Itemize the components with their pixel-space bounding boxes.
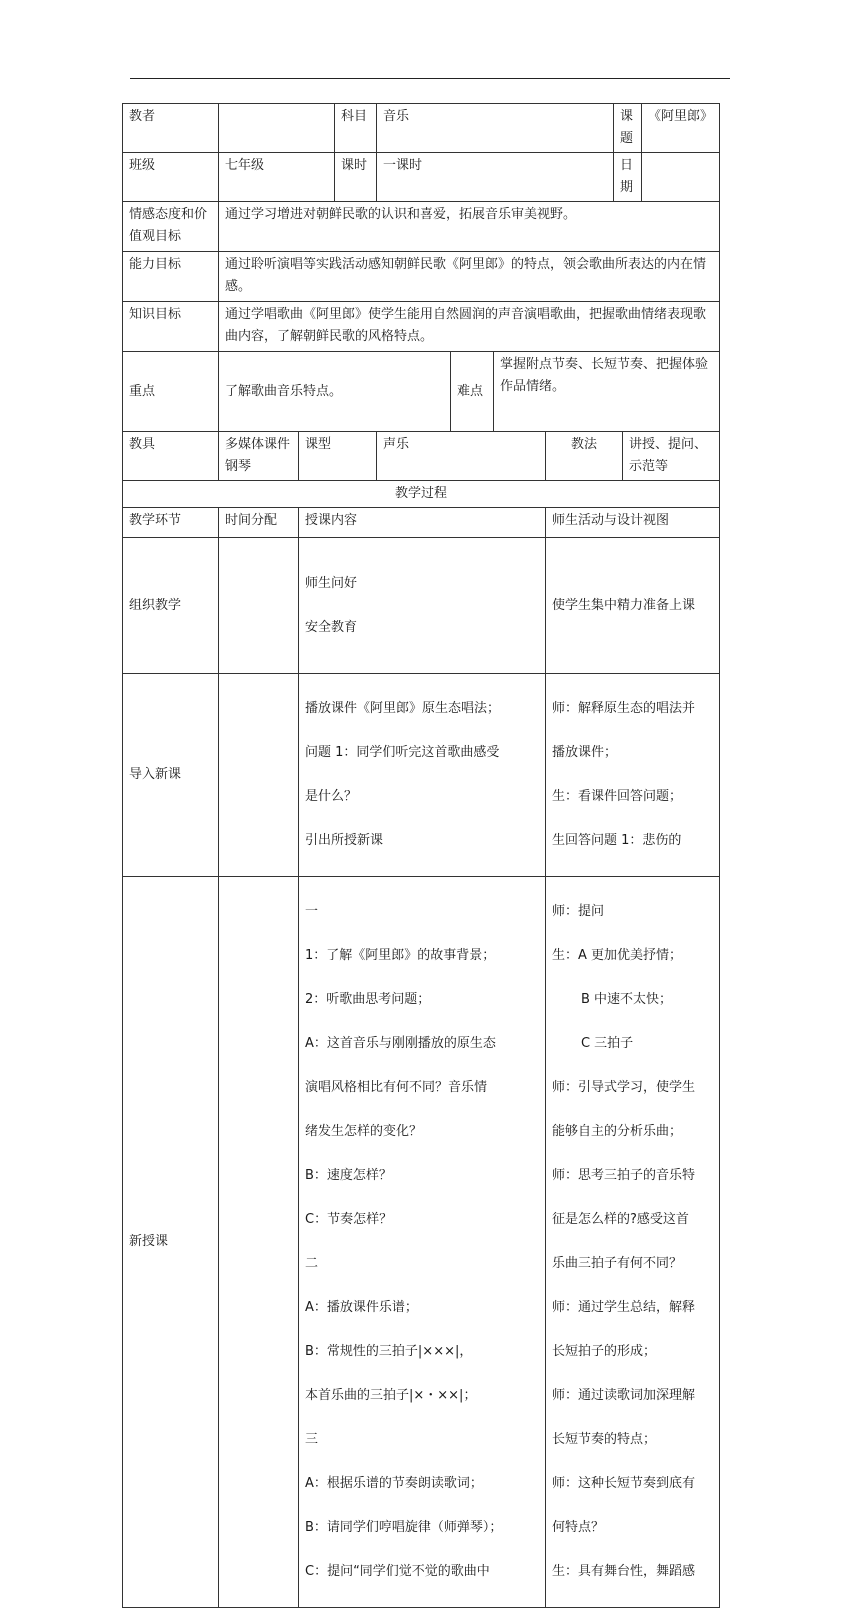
newlesson-activity-line: 生：具有舞台性，舞蹈感 xyxy=(552,1564,696,1579)
difficulty-label: 难点 xyxy=(451,352,494,432)
organize-content xyxy=(299,538,546,674)
newlesson-activity-line: 师：通过读歌词加深理解 xyxy=(552,1388,696,1403)
newlesson-content-line: A：根据乐谱的节奏朗读歌词； xyxy=(305,1476,483,1491)
intro-activity-line: 师：解释原生态的唱法并 xyxy=(552,701,696,716)
class-value: 七年级 xyxy=(219,153,335,202)
newlesson-activity-line: 师：提问 xyxy=(552,904,605,919)
row-teacher xyxy=(123,104,720,153)
period-value: 一课时 xyxy=(377,153,614,202)
column-header-content: 授课内容 xyxy=(299,508,546,538)
organize-time xyxy=(219,538,299,674)
newlesson-content-line: A：播放课件乐谱； xyxy=(305,1300,418,1315)
organize-stage: 组织教学 xyxy=(123,538,219,674)
ability-value: 通过聆听演唱等实践活动感知朝鲜民歌《阿里郎》的特点，领会歌曲所表达的内在情感。 xyxy=(219,252,720,302)
difficulty-value: 掌握附点节奏、长短节奏、把握体验作品情绪。 xyxy=(494,352,720,432)
class-label: 班级 xyxy=(123,153,219,202)
attitude-value: 通过学习增进对朝鲜民歌的认识和喜爱，拓展音乐审美视野。 xyxy=(219,202,720,252)
newlesson-content xyxy=(299,877,546,1608)
intro-content-line: 是什么？ xyxy=(305,789,358,804)
tools-value: 多媒体课件钢琴 xyxy=(219,432,299,481)
newlesson-activity-line: B 中速不太快； xyxy=(552,992,672,1007)
period-label: 课时 xyxy=(335,153,377,202)
intro-activity xyxy=(546,674,720,877)
method-value: 讲授、提问、示范等 xyxy=(623,432,720,481)
subject-value: 音乐 xyxy=(377,104,614,153)
date-value xyxy=(642,153,720,202)
row-process-header xyxy=(123,508,720,538)
header-rule xyxy=(130,78,730,79)
row-attitude xyxy=(123,202,720,252)
intro-content-line: 播放课件《阿里郎》原生态唱法； xyxy=(305,701,501,716)
intro-stage: 导入新课 xyxy=(123,674,219,877)
newlesson-activity xyxy=(546,877,720,1608)
organize-content-line: 安全教育 xyxy=(305,619,358,635)
newlesson-activity-line: 何特点？ xyxy=(552,1520,605,1535)
newlesson-content-line: A：这首音乐与刚刚播放的原生态 xyxy=(305,1036,496,1051)
organize-content-line: 师生问好 xyxy=(305,575,358,591)
newlesson-content-line: 2：听歌曲思考问题； xyxy=(305,992,431,1007)
newlesson-content-line: 演唱风格相比有何不同？音乐情 xyxy=(305,1080,488,1095)
newlesson-content-line: 三 xyxy=(305,1432,319,1447)
method-label: 教法 xyxy=(546,432,623,481)
lesson-plan xyxy=(122,103,719,1608)
column-header-stage: 教学环节 xyxy=(123,508,219,538)
date-label: 日期 xyxy=(614,153,642,202)
newlesson-activity-line: 能够自主的分析乐曲； xyxy=(552,1124,683,1139)
newlesson-activity-line: 长短节奏的特点； xyxy=(552,1432,657,1447)
newlesson-content-line: 本首乐曲的三拍子|×・××|； xyxy=(305,1388,477,1403)
row-ability xyxy=(123,252,720,302)
row-organize xyxy=(123,538,720,674)
newlesson-content-line: C：节奏怎样？ xyxy=(305,1212,393,1227)
newlesson-content-line: B：请同学们哼唱旋律（师弹琴）； xyxy=(305,1520,503,1535)
newlesson-content-line: 二 xyxy=(305,1256,319,1271)
column-header-time: 时间分配 xyxy=(219,508,299,538)
intro-content-line: 引出所授新课 xyxy=(305,833,384,848)
knowledge-value: 通过学唱歌曲《阿里郎》使学生能用自然圆润的声音演唱歌曲，把握歌曲情绪表现歌曲内容，了解朝鲜民歌的风格特点。 xyxy=(219,302,720,352)
newlesson-content-line: B：速度怎样？ xyxy=(305,1168,392,1183)
newlesson-activity-line: 师：通过学生总结，解释 xyxy=(552,1300,696,1315)
type-value: 声乐 xyxy=(377,432,546,481)
organize-activity: 使学生集中精力准备上课 xyxy=(546,538,720,674)
newlesson-activity-line: 生：A 更加优美抒情； xyxy=(552,948,683,963)
tools-label: 教具 xyxy=(123,432,219,481)
teacher-value xyxy=(219,104,335,153)
intro-content xyxy=(299,674,546,877)
row-knowledge xyxy=(123,302,720,352)
topic-label: 课题 xyxy=(614,104,642,153)
column-header-activity: 师生活动与设计视图 xyxy=(546,508,720,538)
process-title: 教学过程 xyxy=(123,481,720,508)
intro-activity-line: 生：看课件回答问题； xyxy=(552,789,683,804)
newlesson-content-line: 1：了解《阿里郎》的故事背景； xyxy=(305,948,496,963)
newlesson-content-line: C：提问“同学们觉不觉的歌曲中 xyxy=(305,1564,490,1579)
lesson-plan-table xyxy=(122,103,720,1608)
row-class xyxy=(123,153,720,202)
type-label: 课型 xyxy=(299,432,377,481)
intro-activity-line: 播放课件； xyxy=(552,745,618,760)
newlesson-content-line: B：常规性的三拍子|×××|， xyxy=(305,1344,473,1359)
newlesson-activity-line: 征是怎么样的?感受这首 xyxy=(552,1212,689,1227)
row-process-title xyxy=(123,481,720,508)
knowledge-label: 知识目标 xyxy=(123,302,219,352)
key-label: 重点 xyxy=(123,352,219,432)
newlesson-content-line: 绪发生怎样的变化？ xyxy=(305,1124,423,1139)
newlesson-time xyxy=(219,877,299,1608)
topic-value: 《阿里郎》 xyxy=(642,104,720,153)
subject-label: 科目 xyxy=(335,104,377,153)
intro-content-line: 问题 1：同学们听完这首歌曲感受 xyxy=(305,745,500,760)
ability-label: 能力目标 xyxy=(123,252,219,302)
newlesson-activity-line: 长短拍子的形成； xyxy=(552,1344,657,1359)
intro-activity-line: 生回答问题 1：悲伤的 xyxy=(552,833,682,848)
teacher-label: 教者 xyxy=(123,104,219,153)
row-newlesson xyxy=(123,877,720,1608)
attitude-label: 情感态度和价值观目标 xyxy=(123,202,219,252)
newlesson-activity-line: 师：思考三拍子的音乐特 xyxy=(552,1168,696,1183)
row-focus xyxy=(123,352,720,432)
key-value: 了解歌曲音乐特点。 xyxy=(219,352,451,432)
row-intro xyxy=(123,674,720,877)
newlesson-activity-line: C 三拍子 xyxy=(552,1036,634,1051)
newlesson-activity-line: 师：这种长短节奏到底有 xyxy=(552,1476,696,1491)
newlesson-activity-line: 乐曲三拍子有何不同？ xyxy=(552,1256,683,1271)
newlesson-activity-line: 师：引导式学习，使学生 xyxy=(552,1080,696,1095)
newlesson-content-line: 一 xyxy=(305,904,319,919)
newlesson-stage: 新授课 xyxy=(123,877,219,1608)
row-tools xyxy=(123,432,720,481)
intro-time xyxy=(219,674,299,877)
